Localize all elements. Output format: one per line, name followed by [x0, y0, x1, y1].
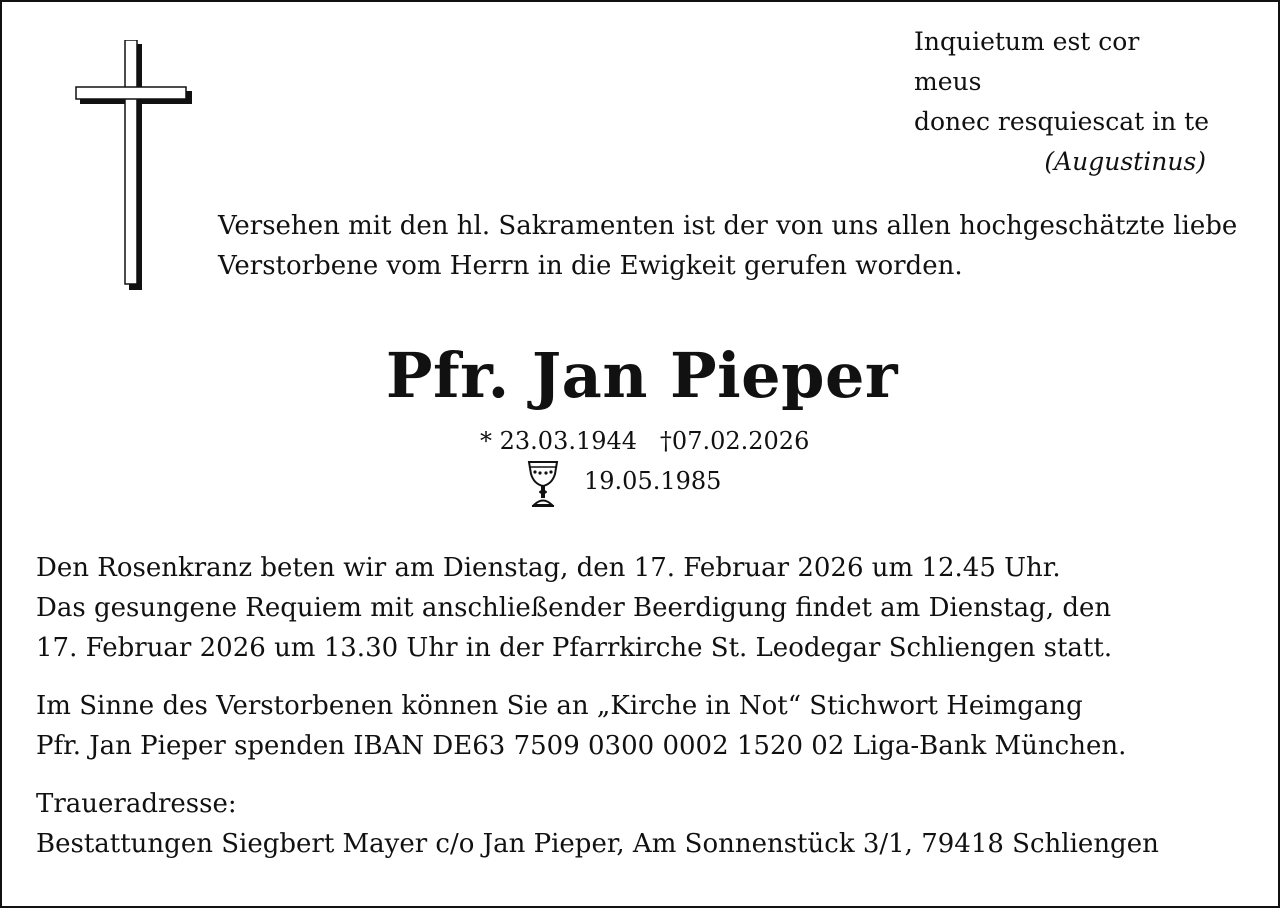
quote-line: donec resquiescat in te [914, 107, 1209, 136]
donation-paragraph [36, 686, 1256, 766]
services-line: Das gesungene Requiem mit anschließender Beerdigung findet am Dienstag, den [36, 593, 1112, 623]
life-dates: * 23.03.1944 †07.02.2026 [480, 427, 810, 455]
intro-line: Verstorbene vom Herrn in die Ewigkeit gerufen worden. [218, 251, 963, 281]
services-line: Den Rosenkranz beten wir am Dienstag, den 17. Februar 2026 um 12.45 Uhr. [36, 553, 1061, 583]
ordination-date: 19.05.1985 [584, 467, 722, 495]
quote-block [874, 22, 1214, 182]
cross-icon [74, 40, 194, 292]
address-paragraph [36, 784, 1256, 864]
donation-line: Pfr. Jan Pieper spenden IBAN DE63 7509 0300 0002 1520 02 Liga-Bank München. [36, 731, 1127, 761]
quote-line: Inquietum est cor meus [914, 27, 1140, 96]
chalice-icon [526, 458, 560, 510]
services-paragraph [36, 548, 1256, 668]
services-line: 17. Februar 2026 um 13.30 Uhr in der Pfarrkirche St. Leodegar Schliengen statt. [36, 633, 1113, 663]
donation-line: Im Sinne des Verstorbenen können Sie an „Kirche in Not“ Stichwort Heimgang [36, 691, 1083, 721]
address-line: Bestattungen Siegbert Mayer c/o Jan Pieper, Am Sonnenstück 3/1, 79418 Schliengen [36, 829, 1159, 859]
address-label: Traueradresse: [36, 789, 237, 819]
deceased-name: Pfr. Jan Pieper [385, 339, 899, 412]
intro-line: Versehen mit den hl. Sakramenten ist der von uns allen hochgeschätzte liebe [218, 211, 1238, 241]
quote-source: (Augustinus) [1044, 147, 1206, 176]
intro-text [218, 206, 1268, 286]
